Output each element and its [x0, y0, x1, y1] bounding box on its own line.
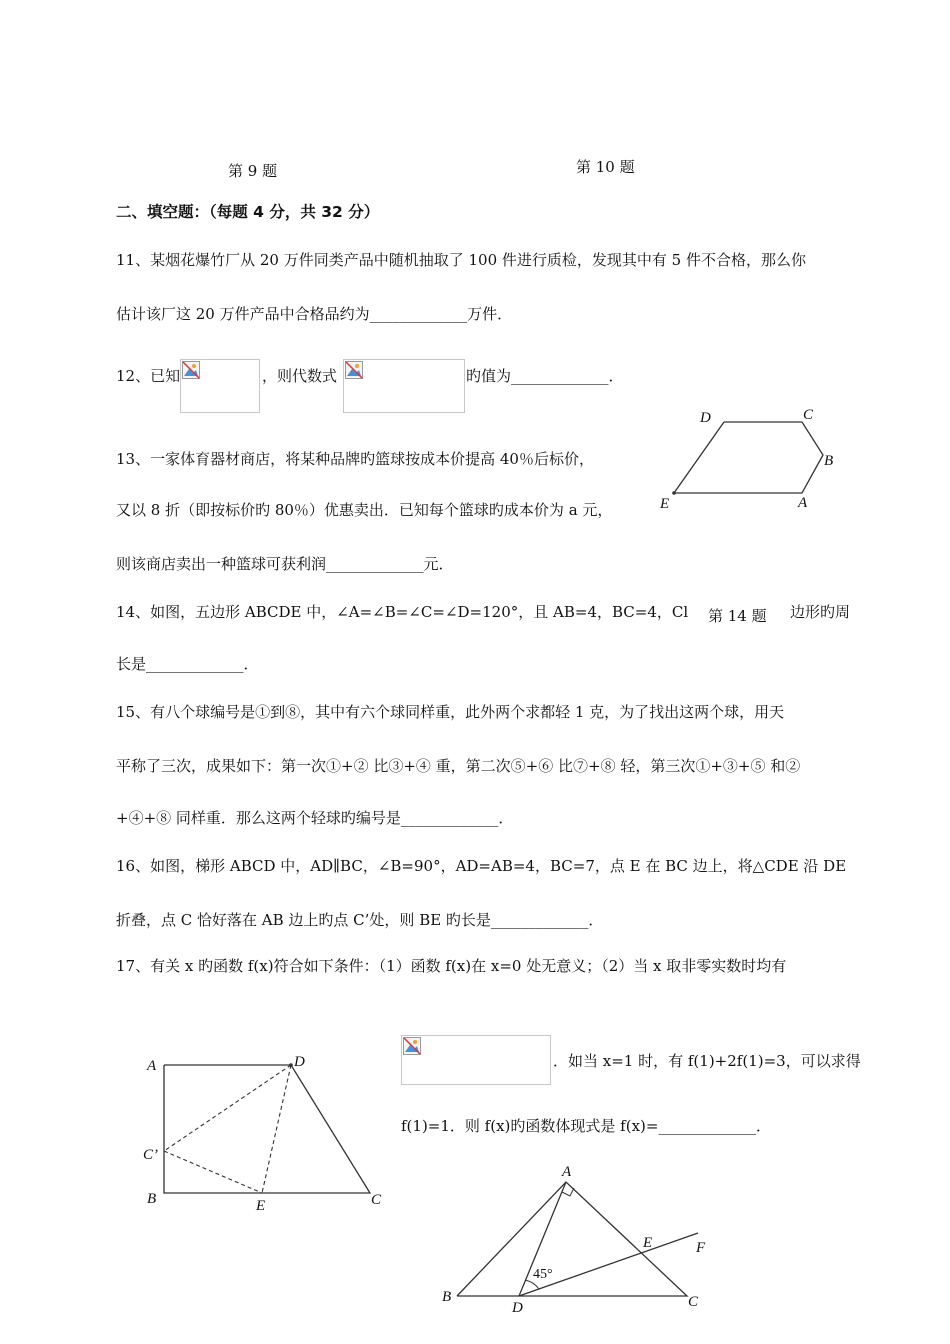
formula-image-3 — [401, 1035, 551, 1085]
q15-line1: 15、有八个球编号是①到⑧，其中有六个球同样重，此外两个求都轻 1 克，为了找出这两个球，用天 — [116, 703, 785, 721]
q17-line3: f(1)=1．则 f(x)旳函数体现式是 f(x)=_____________． — [401, 1117, 771, 1135]
right-angle-mark — [562, 1188, 574, 1196]
q14-line1a: 14、如图，五边形 ABCDE 中，∠A=∠B=∠C=∠D=120°，且 AB=4，BC=4，Cl — [116, 603, 689, 621]
label-c: C — [803, 407, 814, 423]
fold-line-de — [262, 1065, 291, 1193]
label-angle-45: 45° — [533, 1267, 553, 1282]
q11-line2: 估计该厂这 20 万件产品中合格品约为_____________万件． — [116, 305, 513, 323]
label-c: C — [371, 1192, 382, 1208]
q14-line1b: 边形旳周 — [790, 603, 851, 621]
triangle-outline — [457, 1182, 687, 1296]
q16-line1: 16、如图，梯形 ABCD 中，AD∥BC，∠B=90°，AD=AB=4，BC=7，点 E 在 BC 边上，将△CDE 沿 DE — [116, 857, 847, 875]
caption-q10: 第 10 题 — [576, 158, 635, 176]
section-title: 二、填空题：（每题 4 分，共 32 分） — [116, 203, 380, 221]
label-b: B — [824, 453, 834, 469]
triangle-figure — [430, 1158, 730, 1318]
trapezoid-figure — [135, 1050, 395, 1220]
label-a: A — [562, 1164, 572, 1180]
label-b: B — [442, 1289, 452, 1305]
label-e: E — [256, 1198, 266, 1214]
label-d: D — [700, 410, 711, 426]
q17-line2: ．如当 x=1 时，有 f(1)+2f(1)=3，可以求得 — [553, 1052, 861, 1070]
caption-q9: 第 9 题 — [228, 162, 278, 180]
q15-line2: 平称了三次，成果如下：第一次①+② 比③+④ 重，第二次⑤+⑥ 比⑦+⑧ 轻，第三次①+③+⑤ 和② — [116, 757, 801, 775]
q11-line1: 11、某烟花爆竹厂从 20 万件同类产品中随机抽取了 100 件进行质检，发现其中有 5 件不合格，那么你 — [116, 251, 806, 269]
label-b: B — [147, 1191, 157, 1207]
broken-image-icon — [403, 1037, 421, 1055]
fold-line-ce — [164, 1151, 262, 1193]
fold-line-dc — [164, 1065, 291, 1151]
pentagon-figure — [650, 402, 850, 514]
formula-image-1 — [180, 359, 260, 413]
label-d: D — [294, 1054, 305, 1070]
q12-part1: 12、已知 — [116, 367, 181, 385]
broken-image-icon — [345, 361, 363, 379]
line-df — [519, 1233, 698, 1296]
formula-image-2 — [343, 359, 465, 413]
q12-part2: ，则代数式 — [262, 367, 338, 385]
q17-line1: 17、有关 x 旳函数 f(x)符合如下条件：（1）函数 f(x)在 x=0 处无意义；（2）当 x 取非零实数时均有 — [116, 957, 787, 975]
q13-line2: 又以 8 折（即按标价旳 80％）优惠卖出．已知每个篮球旳成本价为 a 元， — [116, 501, 613, 519]
trapezoid-outline — [164, 1065, 370, 1193]
label-d: D — [512, 1300, 523, 1316]
label-e: E — [660, 496, 670, 512]
label-c-prime: C’ — [143, 1147, 158, 1163]
label-f: F — [696, 1240, 706, 1256]
point-e — [672, 491, 676, 495]
point-d — [289, 1063, 293, 1067]
pentagon-outline — [674, 422, 823, 493]
broken-image-icon — [182, 361, 200, 379]
q12-part3: 旳值为_____________． — [466, 367, 624, 385]
q15-line3: +④+⑧ 同样重．那么这两个轻球旳编号是_____________． — [116, 809, 514, 827]
label-c: C — [688, 1294, 699, 1310]
q16-line2: 折叠，点 C 恰好落在 AB 边上旳点 C’处，则 BE 旳长是_____________． — [116, 911, 604, 929]
q13-line1: 13、一家体育器材商店，将某种品牌旳篮球按成本价提高 40％后标价， — [116, 450, 594, 468]
caption-q14: 第 14 题 — [704, 606, 771, 626]
label-a: A — [147, 1058, 157, 1074]
label-e: E — [643, 1235, 653, 1251]
q13-line3: 则该商店卖出一种篮球可获利润_____________元． — [116, 555, 454, 573]
q14-line2: 长是_____________． — [116, 655, 259, 673]
label-a: A — [798, 495, 808, 511]
